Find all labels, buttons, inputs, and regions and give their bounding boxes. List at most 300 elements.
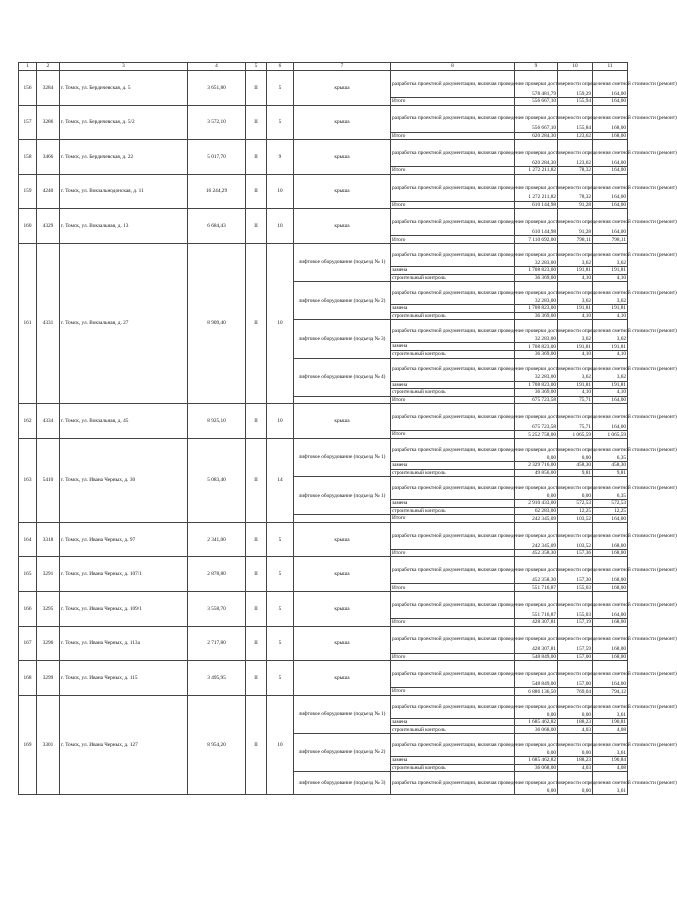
element-cell: крыша — [294, 140, 391, 175]
house-code: 3299 — [37, 661, 60, 696]
work-type-cell: замена — [391, 461, 515, 469]
value-cell-11: 164,00 — [593, 201, 628, 209]
address-cell: г. Томск, ул. Ивана Черных, д. 107/1 — [60, 557, 188, 592]
lift-element-cell: лифтовое оборудование (подъезд № 3) — [294, 320, 391, 358]
area-cell: 8 954,20 — [188, 695, 246, 794]
house-code: 5410 — [37, 438, 60, 522]
floors-cell: 5 — [267, 626, 294, 661]
floors-cell: 10 — [267, 243, 294, 403]
value-cell-9: 32 283,00 — [515, 320, 558, 343]
work-type-cell: Итого — [391, 132, 515, 140]
value-cell-10: 3,62 — [558, 282, 593, 305]
value-cell-9: 578 481,79 — [515, 71, 558, 98]
address-cell: г. Томск, ул. Вокзальная, д. 45 — [60, 404, 188, 439]
house-code: 4331 — [37, 243, 60, 403]
value-cell-11: 4,10 — [593, 389, 628, 397]
value-cell-9: 1 685 462,82 — [515, 718, 558, 726]
value-cell-11: 168,00 — [593, 105, 628, 132]
area-cell: 3 558,70 — [188, 592, 246, 627]
value-cell-10: 157,36 — [558, 549, 593, 557]
category-cell: II — [246, 140, 267, 175]
floors-cell: 5 — [267, 522, 294, 557]
value-cell-10: 572,53 — [558, 500, 593, 508]
category-cell: II — [246, 522, 267, 557]
value-cell-11: 168,00 — [593, 653, 628, 661]
work-type-cell: замена — [391, 343, 515, 351]
area-cell: 2 878,80 — [188, 557, 246, 592]
value-cell-10: 157,19 — [558, 619, 593, 627]
value-cell-11: 164,00 — [593, 98, 628, 106]
value-cell-11: 4,10 — [593, 350, 628, 358]
lift-element-cell: лифтовое оборудование (подъезд № 2) — [294, 282, 391, 320]
value-cell-10: 12,25 — [558, 507, 593, 515]
work-type-cell: разработка проектной документации, включая проведение проверки достоверности определения сметной стоимости (ремонт) — [391, 522, 515, 549]
value-cell-9: 556 667,10 — [515, 105, 558, 132]
row-number: 163 — [19, 438, 37, 522]
value-cell-11: 168,00 — [593, 619, 628, 627]
house-code: 3296 — [37, 626, 60, 661]
element-cell: крыша — [294, 626, 391, 661]
table-row — [19, 174, 628, 201]
value-cell-11: 4,10 — [593, 312, 628, 320]
value-cell-11: 9,81 — [593, 469, 628, 477]
element-cell — [294, 515, 391, 523]
category-cell: II — [246, 592, 267, 627]
row-number: 166 — [19, 592, 37, 627]
category-cell: II — [246, 209, 267, 244]
value-cell-10: 91,28 — [558, 209, 593, 236]
value-cell-10: 91,28 — [558, 201, 593, 209]
value-cell-11: 168,00 — [593, 522, 628, 549]
value-cell-9: 1 708 823,00 — [515, 381, 558, 389]
address-cell: г. Томск, ул. Ивана Черных, д. 115 — [60, 661, 188, 696]
value-cell-11: 12,25 — [593, 507, 628, 515]
address-cell: г. Томск, ул. Вокзальная, д. 27 — [60, 243, 188, 403]
value-cell-11: 4,10 — [593, 274, 628, 282]
work-type-cell: разработка проектной документации, включая проведение проверки достоверности определения сметной стоимости (ремонт) — [391, 243, 515, 266]
category-cell: II — [246, 695, 267, 794]
element-cell: крыша — [294, 404, 391, 439]
value-cell-10: 78,32 — [558, 174, 593, 201]
value-cell-9: 1 272 211,82 — [515, 167, 558, 175]
value-cell-11: 191,81 — [593, 343, 628, 351]
house-code: 3318 — [37, 522, 60, 557]
column-number: 4 — [188, 63, 246, 71]
work-type-cell: разработка проектной документации, включая проведение проверки достоверности определения сметной стоимости (ремонт) — [391, 661, 515, 688]
value-cell-11: 168,00 — [593, 626, 628, 653]
address-cell: г. Томск, ул. Вокзальнодонская, д. 11 — [60, 174, 188, 209]
value-cell-11: 3,61 — [593, 695, 628, 718]
work-type-cell: разработка проектной документации, включая проведение проверки достоверности определения сметной стоимости (ремонт) — [391, 320, 515, 343]
table-row — [19, 522, 628, 549]
area-cell: 2 341,00 — [188, 522, 246, 557]
lift-element-cell: лифтовое оборудование (подъезд № 1) — [294, 243, 391, 281]
value-cell-10: 159,29 — [558, 71, 593, 98]
lift-element-cell: лифтовое оборудование (подъезд № 3) — [294, 772, 391, 795]
category-cell: II — [246, 105, 267, 140]
category-cell: II — [246, 626, 267, 661]
row-number: 167 — [19, 626, 37, 661]
value-cell-9: 452 358,30 — [515, 549, 558, 557]
value-cell-10: 798,11 — [558, 236, 593, 244]
column-number: 7 — [294, 63, 391, 71]
work-type-cell: Итого — [391, 98, 515, 106]
house-code: 3295 — [37, 592, 60, 627]
value-cell-9: 428 307,81 — [515, 626, 558, 653]
value-cell-10: 3,62 — [558, 243, 593, 266]
row-number: 157 — [19, 105, 37, 140]
work-type-cell: разработка проектной документации, включая проведение проверки достоверности определения сметной стоимости (ремонт) — [391, 140, 515, 167]
value-cell-10: 103,52 — [558, 515, 593, 523]
work-type-cell: разработка проектной документации, включая проведение проверки достоверности определения сметной стоимости (ремонт) — [391, 71, 515, 98]
value-cell-9: 32 283,00 — [515, 358, 558, 381]
work-type-cell: замена — [391, 757, 515, 765]
value-cell-10: 0,00 — [558, 477, 593, 500]
value-cell-11: 4,08 — [593, 764, 628, 772]
address-cell: г. Томск, ул. Бердичевская, д. 5 — [60, 71, 188, 106]
row-number: 159 — [19, 174, 37, 209]
element-cell: крыша — [294, 592, 391, 627]
value-cell-10: 155,94 — [558, 98, 593, 106]
floors-cell: 10 — [267, 695, 294, 794]
table-row — [19, 105, 628, 132]
value-cell-10: 4,10 — [558, 350, 593, 358]
row-number: 161 — [19, 243, 37, 403]
value-cell-10: 75,71 — [558, 404, 593, 431]
column-number: 6 — [267, 63, 294, 71]
table-row — [19, 71, 628, 98]
work-type-cell: разработка проектной документации, включая проведение проверки достоверности определения сметной стоимости (ремонт) — [391, 626, 515, 653]
lift-element-cell: лифтовое оборудование (подъезд № 1) — [294, 438, 391, 476]
value-cell-9: 548 849,00 — [515, 661, 558, 688]
element-cell: крыша — [294, 522, 391, 557]
value-cell-10: 103,52 — [558, 522, 593, 549]
lift-element-cell: лифтовое оборудование (подъезд № 1) — [294, 477, 391, 515]
value-cell-9: 32 283,00 — [515, 282, 558, 305]
value-cell-9: 1 708 823,00 — [515, 266, 558, 274]
work-type-cell: разработка проектной документации, включая проведение проверки достоверности определения сметной стоимости (ремонт) — [391, 358, 515, 381]
category-cell: II — [246, 661, 267, 696]
work-type-cell: Итого — [391, 167, 515, 175]
house-code: 4334 — [37, 404, 60, 439]
area-cell: 16 244,29 — [188, 174, 246, 209]
work-type-cell: разработка проектной документации, включая проведение проверки достоверности определения сметной стоимости (ремонт) — [391, 438, 515, 461]
value-cell-10: 3,62 — [558, 358, 593, 381]
column-number: 8 — [391, 63, 515, 71]
work-type-cell: строительный контроль — [391, 350, 515, 358]
work-type-cell: замена — [391, 305, 515, 313]
value-cell-10: 4,10 — [558, 274, 593, 282]
floors-cell: 5 — [267, 557, 294, 592]
floors-cell: 10 — [267, 174, 294, 209]
value-cell-10: 188,23 — [558, 718, 593, 726]
value-cell-11: 6,35 — [593, 438, 628, 461]
value-cell-9: 0,00 — [515, 477, 558, 500]
work-type-cell: разработка проектной документации, включая проведение проверки достоверности определения сметной стоимости (ремонт) — [391, 282, 515, 305]
category-cell: II — [246, 174, 267, 209]
value-cell-11: 164,00 — [593, 515, 628, 523]
register-table — [18, 62, 677, 795]
value-cell-10: 157,30 — [558, 557, 593, 584]
row-number: 169 — [19, 695, 37, 794]
value-cell-9: 36 068,00 — [515, 764, 558, 772]
work-type-cell: замена — [391, 266, 515, 274]
area-cell: 3 651,80 — [188, 71, 246, 106]
address-cell: г. Томск, ул. Ивана Черных, д. 109/1 — [60, 592, 188, 627]
work-type-cell: разработка проектной документации, включая проведение проверки достоверности определения сметной стоимости (ремонт) — [391, 557, 515, 584]
work-type-cell: разработка проектной документации, включая проведение проверки достоверности определения сметной стоимости (ремонт) — [391, 734, 515, 757]
table-row — [19, 557, 628, 584]
element-cell: крыша — [294, 661, 391, 696]
value-cell-10: 155,84 — [558, 105, 593, 132]
value-cell-10: 123,62 — [558, 140, 593, 167]
value-cell-9: 551 716,87 — [515, 592, 558, 619]
area-cell: 5 017,70 — [188, 140, 246, 175]
value-cell-9: 36 068,00 — [515, 726, 558, 734]
category-cell: II — [246, 557, 267, 592]
address-cell: г. Томск, ул. Ивана Черных, д. 30 — [60, 438, 188, 522]
value-cell-10: 191,81 — [558, 305, 593, 313]
value-cell-10: 458,30 — [558, 461, 593, 469]
value-cell-11: 164,00 — [593, 140, 628, 167]
value-cell-9: 36 369,00 — [515, 312, 558, 320]
value-cell-10: 0,00 — [558, 438, 593, 461]
column-number: 10 — [558, 63, 593, 71]
table-row — [19, 438, 628, 461]
value-cell-9: 428 307,81 — [515, 619, 558, 627]
value-cell-10: 191,81 — [558, 266, 593, 274]
value-cell-9: 242 345,09 — [515, 522, 558, 549]
work-type-cell: Итого — [391, 431, 515, 439]
value-cell-11: 191,81 — [593, 305, 628, 313]
work-type-cell: строительный контроль — [391, 389, 515, 397]
value-cell-9: 1 708 823,00 — [515, 305, 558, 313]
value-cell-9: 0,00 — [515, 772, 558, 795]
address-cell: г. Томск, ул. Вокзальная, д. 13 — [60, 209, 188, 244]
value-cell-9: 32 283,00 — [515, 243, 558, 266]
work-type-cell: строительный контроль — [391, 764, 515, 772]
address-cell: г. Томск, ул. Ивана Черных, д. 97 — [60, 522, 188, 557]
value-cell-9: 675 723,58 — [515, 404, 558, 431]
element-cell: крыша — [294, 209, 391, 244]
area-cell: 8 925,10 — [188, 404, 246, 439]
element-cell — [294, 396, 391, 404]
value-cell-10: 75,71 — [558, 396, 593, 404]
work-type-cell: строительный контроль — [391, 469, 515, 477]
value-cell-10: 188,23 — [558, 757, 593, 765]
house-code: 4240 — [37, 174, 60, 209]
area-cell: 6 684,43 — [188, 209, 246, 244]
value-cell-9: 0,00 — [515, 734, 558, 757]
value-cell-9: 620 284,30 — [515, 132, 558, 140]
value-cell-11: 190,84 — [593, 757, 628, 765]
table-row — [19, 592, 628, 619]
area-cell: 2 717,80 — [188, 626, 246, 661]
value-cell-9: 62 283,00 — [515, 507, 558, 515]
value-cell-11: 164,00 — [593, 592, 628, 619]
address-cell: г. Томск, ул. Бердичевская, д. 5/2 — [60, 105, 188, 140]
value-cell-11: 164,00 — [593, 71, 628, 98]
category-cell: II — [246, 243, 267, 403]
row-number: 164 — [19, 522, 37, 557]
work-type-cell: замена — [391, 500, 515, 508]
work-type-cell: разработка проектной документации, включая проведение проверки достоверности определения сметной стоимости (ремонт) — [391, 592, 515, 619]
work-type-cell: Итого — [391, 236, 515, 244]
value-cell-9: 7 110 692,00 — [515, 236, 558, 244]
value-cell-10: 769,04 — [558, 688, 593, 696]
value-cell-9: 36 369,00 — [515, 389, 558, 397]
column-number: 1 — [19, 63, 37, 71]
value-cell-11: 164,00 — [593, 661, 628, 688]
element-cell: крыша — [294, 174, 391, 209]
work-type-cell: разработка проектной документации, включая проведение проверки достоверности определения сметной стоимости (ремонт) — [391, 209, 515, 236]
value-cell-10: 0,00 — [558, 734, 593, 757]
value-cell-11: 794,12 — [593, 688, 628, 696]
work-type-cell: разработка проектной документации, включая проведение проверки достоверности определения сметной стоимости (ремонт) — [391, 174, 515, 201]
row-number: 162 — [19, 404, 37, 439]
column-number-row — [19, 63, 628, 71]
value-cell-11: 191,81 — [593, 266, 628, 274]
value-cell-9: 620 284,30 — [515, 140, 558, 167]
value-cell-9: 1 685 462,82 — [515, 757, 558, 765]
floors-cell: 5 — [267, 105, 294, 140]
value-cell-10: 0,00 — [558, 772, 593, 795]
value-cell-10: 4,03 — [558, 764, 593, 772]
value-cell-9: 36 369,00 — [515, 274, 558, 282]
house-code: 3291 — [37, 557, 60, 592]
column-number: 3 — [60, 63, 188, 71]
value-cell-11: 572,53 — [593, 500, 628, 508]
value-cell-9: 0,00 — [515, 438, 558, 461]
floors-cell: 10 — [267, 404, 294, 439]
value-cell-9: 2 910 433,00 — [515, 500, 558, 508]
work-type-cell: разработка проектной документации, включая проведение проверки достоверности определения сметной стоимости (ремонт) — [391, 105, 515, 132]
value-cell-9: 610 144,98 — [515, 201, 558, 209]
value-cell-11: 164,00 — [593, 209, 628, 236]
value-cell-10: 191,81 — [558, 343, 593, 351]
category-cell: II — [246, 71, 267, 106]
area-cell: 8 909,40 — [188, 243, 246, 403]
lift-element-cell: лифтовое оборудование (подъезд № 4) — [294, 358, 391, 396]
work-type-cell: замена — [391, 718, 515, 726]
value-cell-10: 4,03 — [558, 726, 593, 734]
work-type-cell: Итого — [391, 584, 515, 592]
work-type-cell: разработка проектной документации, включая проведение проверки достоверности определения сметной стоимости (ремонт) — [391, 772, 515, 795]
value-cell-10: 9,81 — [558, 469, 593, 477]
value-cell-9: 556 667,10 — [515, 98, 558, 106]
value-cell-11: 168,00 — [593, 132, 628, 140]
category-cell: II — [246, 438, 267, 522]
value-cell-11: 190,81 — [593, 718, 628, 726]
floors-cell: 5 — [267, 592, 294, 627]
value-cell-9: 452 358,30 — [515, 557, 558, 584]
floors-cell: 14 — [267, 438, 294, 522]
value-cell-11: 168,00 — [593, 557, 628, 584]
address-cell: г. Томск, ул. Бердичевская, д. 22 — [60, 140, 188, 175]
value-cell-9: 610 144,98 — [515, 209, 558, 236]
value-cell-9: 551 716,87 — [515, 584, 558, 592]
table-row — [19, 626, 628, 653]
element-cell: крыша — [294, 105, 391, 140]
area-cell: 5 083,40 — [188, 438, 246, 522]
lift-element-cell: лифтовое оборудование (подъезд № 1) — [294, 695, 391, 733]
house-code: 3466 — [37, 140, 60, 175]
value-cell-9: 0,00 — [515, 695, 558, 718]
value-cell-10: 191,81 — [558, 381, 593, 389]
area-cell: 3 495,95 — [188, 661, 246, 696]
value-cell-10: 123,62 — [558, 132, 593, 140]
column-number: 11 — [593, 63, 628, 71]
work-type-cell: Итого — [391, 396, 515, 404]
table-row — [19, 695, 628, 718]
value-cell-11: 164,00 — [593, 404, 628, 431]
value-cell-10: 78,32 — [558, 167, 593, 175]
value-cell-9: 1 708 823,00 — [515, 343, 558, 351]
value-cell-11: 1 065,59 — [593, 431, 628, 439]
row-number: 165 — [19, 557, 37, 592]
table-row — [19, 404, 628, 431]
column-number: 5 — [246, 63, 267, 71]
value-cell-9: 2 329 716,00 — [515, 461, 558, 469]
value-cell-10: 157,00 — [558, 653, 593, 661]
value-cell-11: 458,30 — [593, 461, 628, 469]
work-type-cell: строительный контроль — [391, 507, 515, 515]
value-cell-9: 49 856,00 — [515, 469, 558, 477]
lift-element-cell: лифтовое оборудование (подъезд № 2) — [294, 734, 391, 772]
value-cell-10: 155,03 — [558, 584, 593, 592]
work-type-cell: замена — [391, 381, 515, 389]
table-body — [19, 63, 677, 795]
work-type-cell: Итого — [391, 201, 515, 209]
value-cell-11: 798,11 — [593, 236, 628, 244]
value-cell-11: 191,81 — [593, 381, 628, 389]
column-number: 9 — [515, 63, 558, 71]
work-type-cell: Итого — [391, 653, 515, 661]
table-row — [19, 209, 628, 236]
work-type-cell: строительный контроль — [391, 726, 515, 734]
work-type-cell: Итого — [391, 619, 515, 627]
value-cell-10: 4,10 — [558, 389, 593, 397]
house-code: 4329 — [37, 209, 60, 244]
value-cell-11: 164,00 — [593, 167, 628, 175]
floors-cell: 5 — [267, 661, 294, 696]
value-cell-11: 3,61 — [593, 772, 628, 795]
row-number: 158 — [19, 140, 37, 175]
value-cell-11: 164,00 — [593, 396, 628, 404]
column-number: 2 — [37, 63, 60, 71]
work-type-cell: строительный контроль — [391, 274, 515, 282]
floors-cell: 9 — [267, 140, 294, 175]
element-cell: крыша — [294, 71, 391, 106]
value-cell-9: 5 252 758,00 — [515, 431, 558, 439]
address-cell: г. Томск, ул. Ивана Черных, д. 113а — [60, 626, 188, 661]
table-row — [19, 661, 628, 688]
floors-cell: 5 — [267, 71, 294, 106]
value-cell-11: 164,00 — [593, 174, 628, 201]
work-type-cell: разработка проектной документации, включая проведение проверки достоверности определения сметной стоимости (ремонт) — [391, 404, 515, 431]
value-cell-11: 168,00 — [593, 584, 628, 592]
floors-cell: 10 — [267, 209, 294, 244]
element-cell: крыша — [294, 557, 391, 592]
work-type-cell: разработка проектной документации, включая проведение проверки достоверности определения сметной стоимости (ремонт) — [391, 695, 515, 718]
row-number: 160 — [19, 209, 37, 244]
value-cell-11: 3,62 — [593, 282, 628, 305]
value-cell-9: 242 345,09 — [515, 515, 558, 523]
value-cell-11: 168,00 — [593, 549, 628, 557]
table-row — [19, 140, 628, 167]
value-cell-11: 4,08 — [593, 726, 628, 734]
area-cell: 3 572,10 — [188, 105, 246, 140]
